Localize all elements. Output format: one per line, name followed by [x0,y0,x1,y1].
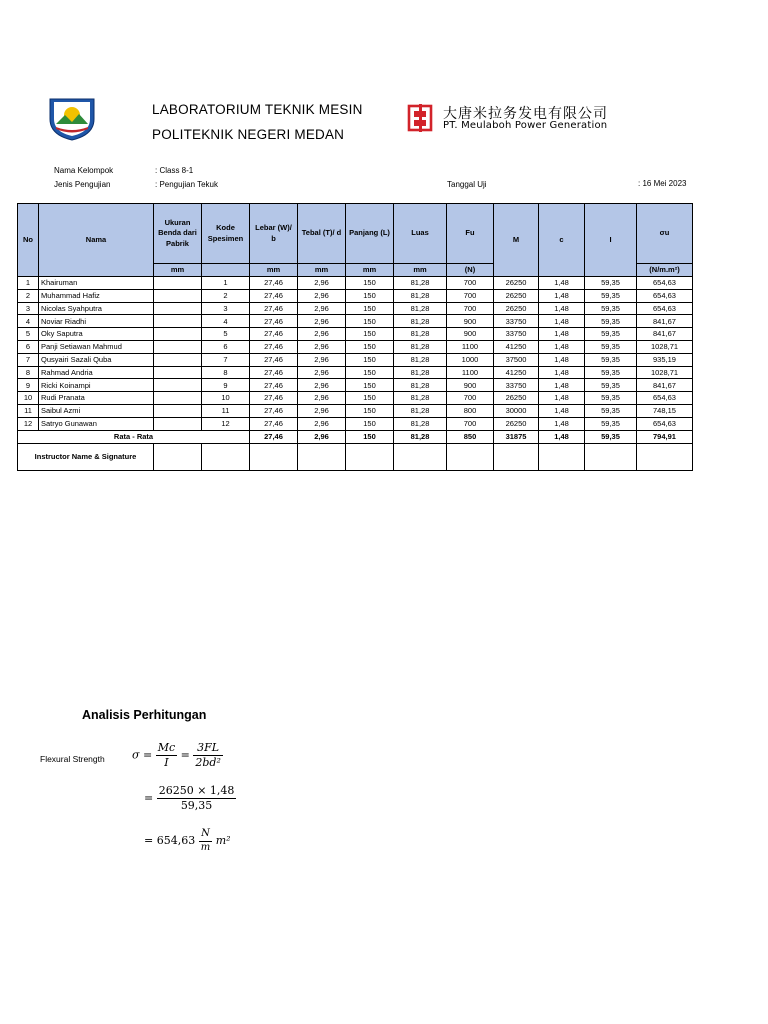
company-name-en: PT. Meulaboh Power Generation [443,120,608,131]
signature-cell[interactable] [447,443,494,470]
cell-lebar: 27,46 [250,315,298,328]
unit-sigma: (N/m.m²) [637,264,693,277]
cell-c: 1,48 [539,392,585,405]
cell-no: 7 [18,353,39,366]
cell-no: 5 [18,328,39,341]
cell-i: 59,35 [585,277,637,290]
avg-panjang: 150 [346,430,394,443]
cell-tebal: 2,96 [298,353,346,366]
date-label: Tanggal Uji [447,180,487,189]
cell-nama: Oky Saputra [39,328,154,341]
cell-tebal: 2,96 [298,315,346,328]
cell-tebal: 2,96 [298,277,346,290]
cell-kode: 5 [202,328,250,341]
header-lebar: Lebar (W)/ b [250,204,298,264]
cell-ukuran [154,289,202,302]
cell-ukuran [154,302,202,315]
institution-title: POLITEKNIK NEGERI MEDAN [152,127,345,142]
cell-luas: 81,28 [394,328,447,341]
table-row [18,379,693,392]
cell-lebar: 27,46 [250,353,298,366]
avg-c: 1,48 [539,430,585,443]
cell-lebar: 27,46 [250,404,298,417]
test-value: : Pengujian Tekuk [155,180,219,189]
formula-result [144,828,231,854]
cell-nama: Noviar Riadhi [39,315,154,328]
cell-sigma: 654,63 [637,277,693,290]
cell-panjang: 150 [346,404,394,417]
signature-cell[interactable] [394,443,447,470]
cell-i: 59,35 [585,379,637,392]
header-ukuran: Ukuran Benda dari Pabrik [154,204,202,264]
cell-luas: 81,28 [394,392,447,405]
cell-m: 26250 [494,289,539,302]
header-sigma: σu [637,204,693,264]
cell-m: 41250 [494,366,539,379]
equals-sign: = [144,834,154,847]
header-panjang: Panjang (L) [346,204,394,264]
cell-ukuran [154,328,202,341]
group-value: : Class 8-1 [155,166,194,175]
avg-tebal: 2,96 [298,430,346,443]
fraction-mc-over-i [156,741,177,770]
cell-no: 9 [18,379,39,392]
cell-m: 26250 [494,417,539,430]
cell-tebal: 2,96 [298,340,346,353]
cell-i: 59,35 [585,392,637,405]
cell-fu: 700 [447,289,494,302]
cell-tebal: 2,96 [298,404,346,417]
cell-c: 1,48 [539,315,585,328]
cell-sigma: 748,15 [637,404,693,417]
cell-luas: 81,28 [394,379,447,392]
cell-luas: 81,28 [394,353,447,366]
cell-no: 12 [18,417,39,430]
cell-c: 1,48 [539,277,585,290]
cell-kode: 4 [202,315,250,328]
header-no: No [18,204,39,277]
fraction-numerator: 3FL [193,741,223,756]
cell-fu: 900 [447,328,494,341]
cell-ukuran [154,353,202,366]
cell-kode: 10 [202,392,250,405]
cell-kode: 11 [202,404,250,417]
cell-lebar: 27,46 [250,302,298,315]
table-header-row [18,204,693,264]
cell-kode: 7 [202,353,250,366]
cell-ukuran [154,277,202,290]
cell-lebar: 27,46 [250,417,298,430]
sigma-symbol: σ [132,748,140,762]
cell-sigma: 654,63 [637,392,693,405]
cell-no: 4 [18,315,39,328]
cell-sigma: 654,63 [637,417,693,430]
cell-ukuran [154,340,202,353]
cell-kode: 6 [202,340,250,353]
fraction-denominator: m [200,841,211,853]
cell-no: 10 [18,392,39,405]
cell-kode: 2 [202,289,250,302]
fraction-3fl-over-2bd2 [193,741,223,770]
cell-luas: 81,28 [394,340,447,353]
bending-test-table [17,203,693,471]
signature-row [18,443,693,470]
analysis-title: Analisis Perhitungan [82,708,207,722]
cell-lebar: 27,46 [250,392,298,405]
table-row [18,289,693,302]
cell-panjang: 150 [346,315,394,328]
cell-luas: 81,28 [394,289,447,302]
cell-fu: 700 [447,302,494,315]
unit-fu: (N) [447,264,494,277]
table-row [18,277,693,290]
table-row [18,353,693,366]
cell-nama: Satryo Gunawan [39,417,154,430]
cell-c: 1,48 [539,379,585,392]
cell-ukuran [154,392,202,405]
company-logo-icon [407,104,435,132]
cell-fu: 900 [447,315,494,328]
cell-i: 59,35 [585,302,637,315]
cell-panjang: 150 [346,379,394,392]
cell-i: 59,35 [585,328,637,341]
signature-cell[interactable] [637,443,693,470]
equals-sign: = [180,748,190,762]
equals-sign: = [144,791,154,805]
table-row [18,366,693,379]
cell-panjang: 150 [346,302,394,315]
unit-lebar: mm [250,264,298,277]
cell-panjang: 150 [346,277,394,290]
cell-nama: Panji Setiawan Mahmud [39,340,154,353]
cell-i: 59,35 [585,353,637,366]
cell-tebal: 2,96 [298,417,346,430]
average-label: Rata - Rata [18,430,250,443]
cell-sigma: 841,67 [637,315,693,328]
cell-sigma: 654,63 [637,302,693,315]
table-row [18,404,693,417]
cell-lebar: 27,46 [250,328,298,341]
cell-luas: 81,28 [394,417,447,430]
fraction-numerator: Mc [157,741,176,754]
table-row [18,340,693,353]
cell-fu: 1100 [447,366,494,379]
date-value: : 16 Mei 2023 [638,179,687,188]
unit-panjang: mm [346,264,394,277]
table-row [18,392,693,405]
cell-panjang: 150 [346,340,394,353]
lab-title: LABORATORIUM TEKNIK MESIN [152,102,363,117]
cell-i: 59,35 [585,340,637,353]
cell-fu: 700 [447,277,494,290]
signature-cell[interactable] [346,443,394,470]
unit-kode [202,264,250,277]
fraction-substituted [157,784,237,813]
cell-ukuran [154,315,202,328]
cell-panjang: 150 [346,417,394,430]
signature-cell[interactable] [202,443,250,470]
cell-c: 1,48 [539,366,585,379]
cell-sigma: 841,67 [637,328,693,341]
table-row [18,328,693,341]
cell-nama: Ricki Koinampi [39,379,154,392]
header-luas: Luas [394,204,447,264]
cell-panjang: 150 [346,353,394,366]
cell-c: 1,48 [539,289,585,302]
test-label: Jenis Pengujian [54,180,111,189]
signature-cell[interactable] [250,443,298,470]
cell-fu: 1000 [447,353,494,366]
avg-i: 59,35 [585,430,637,443]
cell-m: 37500 [494,353,539,366]
table-row [18,315,693,328]
header-fu: Fu [447,204,494,264]
cell-panjang: 150 [346,328,394,341]
cell-luas: 81,28 [394,404,447,417]
cell-c: 1,48 [539,404,585,417]
cell-panjang: 150 [346,289,394,302]
cell-m: 26250 [494,277,539,290]
cell-m: 30000 [494,404,539,417]
cell-i: 59,35 [585,289,637,302]
group-label: Nama Kelompok [54,166,114,175]
formula-definition [132,741,223,770]
cell-m: 33750 [494,315,539,328]
university-emblem-icon [47,93,97,141]
table-row [18,417,693,430]
avg-luas: 81,28 [394,430,447,443]
cell-nama: Qusyairi Sazali Quba [39,353,154,366]
header-kode: Kode Spesimen [202,204,250,264]
unit-luas: mm [394,264,447,277]
fraction-numerator: 26250 × 1,48 [158,784,235,797]
table-row [18,302,693,315]
cell-lebar: 27,46 [250,379,298,392]
cell-fu: 700 [447,417,494,430]
avg-fu: 850 [447,430,494,443]
cell-luas: 81,28 [394,315,447,328]
header-i: I [585,204,637,277]
cell-luas: 81,28 [394,366,447,379]
average-row [18,430,693,443]
result-value: 654,63 [156,834,196,847]
company-name-cn: 大唐米拉务发电有限公司 [443,106,608,122]
equals-sign: = [143,748,153,762]
fraction-denominator: 2bd² [195,755,221,769]
cell-nama: Saibul Azmi [39,404,154,417]
cell-tebal: 2,96 [298,392,346,405]
cell-nama: Rahmad Andria [39,366,154,379]
header-tebal: Tebal (T)/ d [298,204,346,264]
cell-no: 11 [18,404,39,417]
cell-lebar: 27,46 [250,366,298,379]
cell-nama: Muhammad Hafiz [39,289,154,302]
cell-ukuran [154,417,202,430]
cell-fu: 1100 [447,340,494,353]
fraction-numerator: N [199,828,212,842]
cell-fu: 700 [447,392,494,405]
signature-cell[interactable] [154,443,202,470]
cell-m: 33750 [494,328,539,341]
cell-nama: Khairuman [39,277,154,290]
unit-tail: m² [215,834,231,847]
unit-fraction [199,828,212,854]
cell-nama: Nicolas Syahputra [39,302,154,315]
cell-i: 59,35 [585,366,637,379]
cell-tebal: 2,96 [298,366,346,379]
cell-tebal: 2,96 [298,328,346,341]
header-c: c [539,204,585,277]
cell-sigma: 654,63 [637,289,693,302]
unit-tebal: mm [298,264,346,277]
cell-c: 1,48 [539,302,585,315]
cell-ukuran [154,404,202,417]
cell-tebal: 2,96 [298,302,346,315]
cell-panjang: 150 [346,366,394,379]
cell-m: 26250 [494,392,539,405]
formula-substitution [144,784,236,813]
cell-sigma: 1028,71 [637,366,693,379]
fraction-denominator: I [164,755,169,769]
cell-lebar: 27,46 [250,277,298,290]
cell-nama: Rudi Pranata [39,392,154,405]
cell-sigma: 935,19 [637,353,693,366]
cell-m: 41250 [494,340,539,353]
flexural-strength-label: Flexural Strength [40,754,105,764]
cell-kode: 12 [202,417,250,430]
header-m: M [494,204,539,277]
cell-kode: 3 [202,302,250,315]
cell-sigma: 1028,71 [637,340,693,353]
signature-label: Instructor Name & Signature [18,443,154,470]
avg-sigma: 794,91 [637,430,693,443]
cell-kode: 1 [202,277,250,290]
fraction-denominator: 59,35 [180,798,213,812]
cell-ukuran [154,366,202,379]
cell-c: 1,48 [539,417,585,430]
avg-lebar: 27,46 [250,430,298,443]
cell-fu: 900 [447,379,494,392]
cell-c: 1,48 [539,328,585,341]
cell-no: 6 [18,340,39,353]
cell-tebal: 2,96 [298,379,346,392]
cell-i: 59,35 [585,315,637,328]
cell-no: 2 [18,289,39,302]
cell-sigma: 841,67 [637,379,693,392]
signature-cell[interactable] [539,443,585,470]
avg-m: 31875 [494,430,539,443]
cell-i: 59,35 [585,417,637,430]
cell-fu: 800 [447,404,494,417]
cell-no: 3 [18,302,39,315]
cell-m: 33750 [494,379,539,392]
cell-luas: 81,28 [394,277,447,290]
cell-no: 8 [18,366,39,379]
cell-m: 26250 [494,302,539,315]
signature-cell[interactable] [585,443,637,470]
cell-kode: 8 [202,366,250,379]
cell-no: 1 [18,277,39,290]
cell-i: 59,35 [585,404,637,417]
signature-cell[interactable] [298,443,346,470]
cell-panjang: 150 [346,392,394,405]
unit-ukuran: mm [154,264,202,277]
header-nama: Nama [39,204,154,277]
cell-ukuran [154,379,202,392]
cell-luas: 81,28 [394,302,447,315]
cell-kode: 9 [202,379,250,392]
cell-lebar: 27,46 [250,340,298,353]
cell-c: 1,48 [539,353,585,366]
cell-lebar: 27,46 [250,289,298,302]
signature-cell[interactable] [494,443,539,470]
cell-tebal: 2,96 [298,289,346,302]
cell-c: 1,48 [539,340,585,353]
